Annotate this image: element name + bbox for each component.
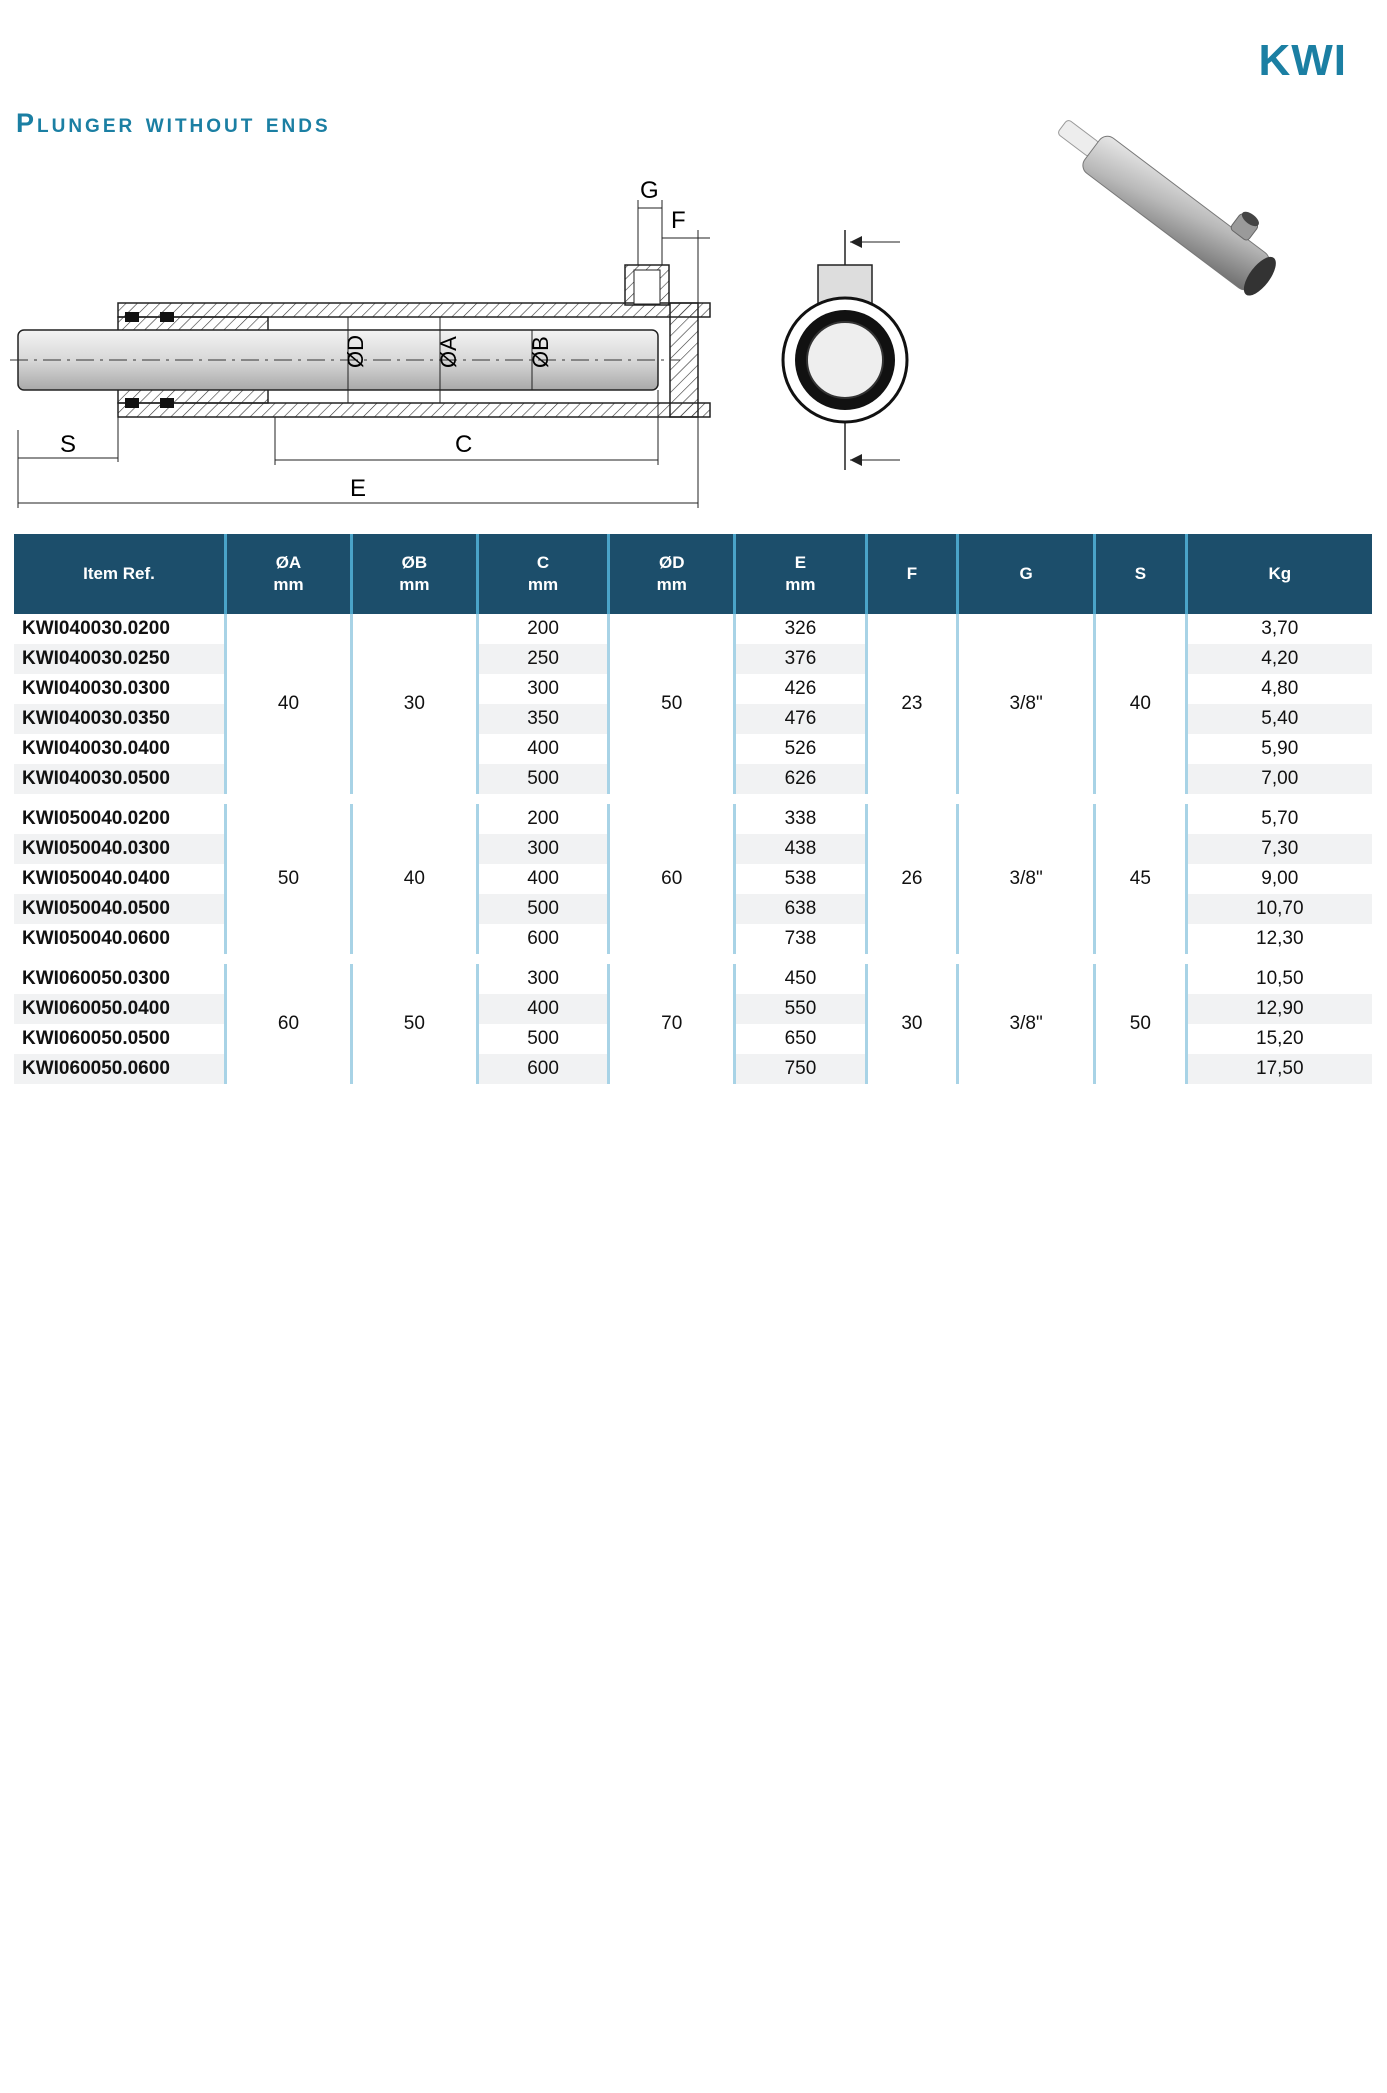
specification-table — [14, 534, 1372, 1084]
kg-cell: 15,20 — [1186, 1024, 1372, 1054]
column-header-label: S — [1134, 564, 1147, 583]
item-ref-cell: KWI040030.0350 — [14, 704, 226, 734]
kg-cell: 12,30 — [1186, 924, 1372, 954]
item-ref-cell: KWI060050.0500 — [14, 1024, 226, 1054]
column-header-label: F — [906, 564, 918, 583]
s-cell: 45 — [1095, 804, 1186, 954]
label-f: F — [671, 207, 686, 234]
column-header — [866, 534, 957, 614]
c-cell: 200 — [477, 614, 608, 644]
e-cell: 326 — [735, 614, 866, 644]
e-cell: 550 — [735, 994, 866, 1024]
e-cell: 626 — [735, 764, 866, 794]
table-header-row — [14, 534, 1372, 614]
item-ref-cell: KWI040030.0250 — [14, 644, 226, 674]
column-header-label: E — [794, 553, 807, 572]
item-ref-cell: KWI050040.0300 — [14, 834, 226, 864]
table-row — [14, 804, 1372, 834]
dia-d-cell: 70 — [609, 964, 735, 1084]
column-header-label: C — [536, 553, 550, 572]
e-cell: 450 — [735, 964, 866, 994]
e-cell: 338 — [735, 804, 866, 834]
item-ref-cell: KWI050040.0500 — [14, 894, 226, 924]
label-d: ØD — [343, 335, 368, 368]
column-header — [609, 534, 735, 614]
dia-b-cell: 50 — [351, 964, 477, 1084]
kg-cell: 10,50 — [1186, 964, 1372, 994]
column-header — [735, 534, 866, 614]
c-cell: 200 — [477, 804, 608, 834]
item-ref-cell: KWI060050.0600 — [14, 1054, 226, 1084]
table-row — [14, 614, 1372, 644]
e-cell: 438 — [735, 834, 866, 864]
column-header-label: ØD — [658, 553, 685, 572]
dia-d-cell: 50 — [609, 614, 735, 794]
item-ref-cell: KWI050040.0400 — [14, 864, 226, 894]
column-header — [477, 534, 608, 614]
item-ref-cell: KWI040030.0500 — [14, 764, 226, 794]
dia-d-cell: 60 — [609, 804, 735, 954]
group-spacer — [14, 794, 1372, 804]
page-title: Plunger without ends — [16, 108, 331, 138]
e-cell: 526 — [735, 734, 866, 764]
kg-cell: 5,90 — [1186, 734, 1372, 764]
item-ref-cell: KWI040030.0200 — [14, 614, 226, 644]
column-header-unit: mm — [399, 575, 430, 594]
column-header-label: ØA — [275, 553, 302, 572]
dia-b-cell: 30 — [351, 614, 477, 794]
kg-cell: 12,90 — [1186, 994, 1372, 1024]
e-cell: 650 — [735, 1024, 866, 1054]
label-a: ØA — [436, 336, 461, 368]
e-cell: 738 — [735, 924, 866, 954]
item-ref-cell: KWI060050.0300 — [14, 964, 226, 994]
kg-cell: 17,50 — [1186, 1054, 1372, 1084]
g-cell: 3/8" — [958, 804, 1095, 954]
e-cell: 476 — [735, 704, 866, 734]
c-cell: 350 — [477, 704, 608, 734]
c-cell: 600 — [477, 924, 608, 954]
column-header — [1186, 534, 1372, 614]
kg-cell: 9,00 — [1186, 864, 1372, 894]
f-cell: 26 — [866, 804, 957, 954]
c-cell: 600 — [477, 1054, 608, 1084]
kg-cell: 5,40 — [1186, 704, 1372, 734]
cylinder-product-photo — [1020, 96, 1320, 336]
table-row — [14, 964, 1372, 994]
c-cell: 500 — [477, 764, 608, 794]
cylinder-section-drawing — [10, 170, 920, 520]
s-cell: 40 — [1095, 614, 1186, 794]
column-header — [958, 534, 1095, 614]
column-header — [351, 534, 477, 614]
column-header-label: Item Ref. — [83, 564, 155, 583]
label-c: C — [455, 431, 473, 458]
c-cell: 300 — [477, 674, 608, 704]
dia-a-cell: 40 — [226, 614, 352, 794]
e-cell: 638 — [735, 894, 866, 924]
label-e: E — [350, 475, 367, 502]
c-cell: 250 — [477, 644, 608, 674]
dia-a-cell: 50 — [226, 804, 352, 954]
column-header-unit: mm — [656, 575, 687, 594]
item-ref-cell: KWI050040.0600 — [14, 924, 226, 954]
s-cell: 50 — [1095, 964, 1186, 1084]
column-header-unit: mm — [527, 575, 559, 594]
item-ref-cell: KWI040030.0400 — [14, 734, 226, 764]
group-spacer — [14, 954, 1372, 964]
column-header — [226, 534, 352, 614]
g-cell: 3/8" — [958, 964, 1095, 1084]
dia-b-cell: 40 — [351, 804, 477, 954]
item-ref-cell: KWI050040.0200 — [14, 804, 226, 834]
brand-logo: KWI — [1258, 36, 1347, 85]
kg-cell: 4,80 — [1186, 674, 1372, 704]
column-header — [14, 534, 226, 614]
column-header-label: ØB — [401, 553, 428, 572]
kg-cell: 4,20 — [1186, 644, 1372, 674]
kg-cell: 5,70 — [1186, 804, 1372, 834]
f-cell: 23 — [866, 614, 957, 794]
c-cell: 300 — [477, 834, 608, 864]
e-cell: 750 — [735, 1054, 866, 1084]
column-header-unit: mm — [785, 575, 816, 594]
c-cell: 400 — [477, 994, 608, 1024]
kg-cell: 7,30 — [1186, 834, 1372, 864]
e-cell: 426 — [735, 674, 866, 704]
column-header-label: G — [1019, 564, 1033, 583]
g-cell: 3/8" — [958, 614, 1095, 794]
column-header-label: Kg — [1268, 564, 1292, 583]
e-cell: 538 — [735, 864, 866, 894]
column-header — [1095, 534, 1186, 614]
item-ref-cell: KWI060050.0400 — [14, 994, 226, 1024]
c-cell: 500 — [477, 894, 608, 924]
f-cell: 30 — [866, 964, 957, 1084]
c-cell: 400 — [477, 734, 608, 764]
c-cell: 500 — [477, 1024, 608, 1054]
column-header-unit: mm — [273, 575, 304, 594]
kg-cell: 7,00 — [1186, 764, 1372, 794]
label-g: G — [640, 177, 659, 204]
kg-cell: 3,70 — [1186, 614, 1372, 644]
item-ref-cell: KWI040030.0300 — [14, 674, 226, 704]
kg-cell: 10,70 — [1186, 894, 1372, 924]
e-cell: 376 — [735, 644, 866, 674]
label-b: ØB — [528, 336, 553, 368]
c-cell: 300 — [477, 964, 608, 994]
label-s: S — [60, 431, 77, 458]
dia-a-cell: 60 — [226, 964, 352, 1084]
c-cell: 400 — [477, 864, 608, 894]
